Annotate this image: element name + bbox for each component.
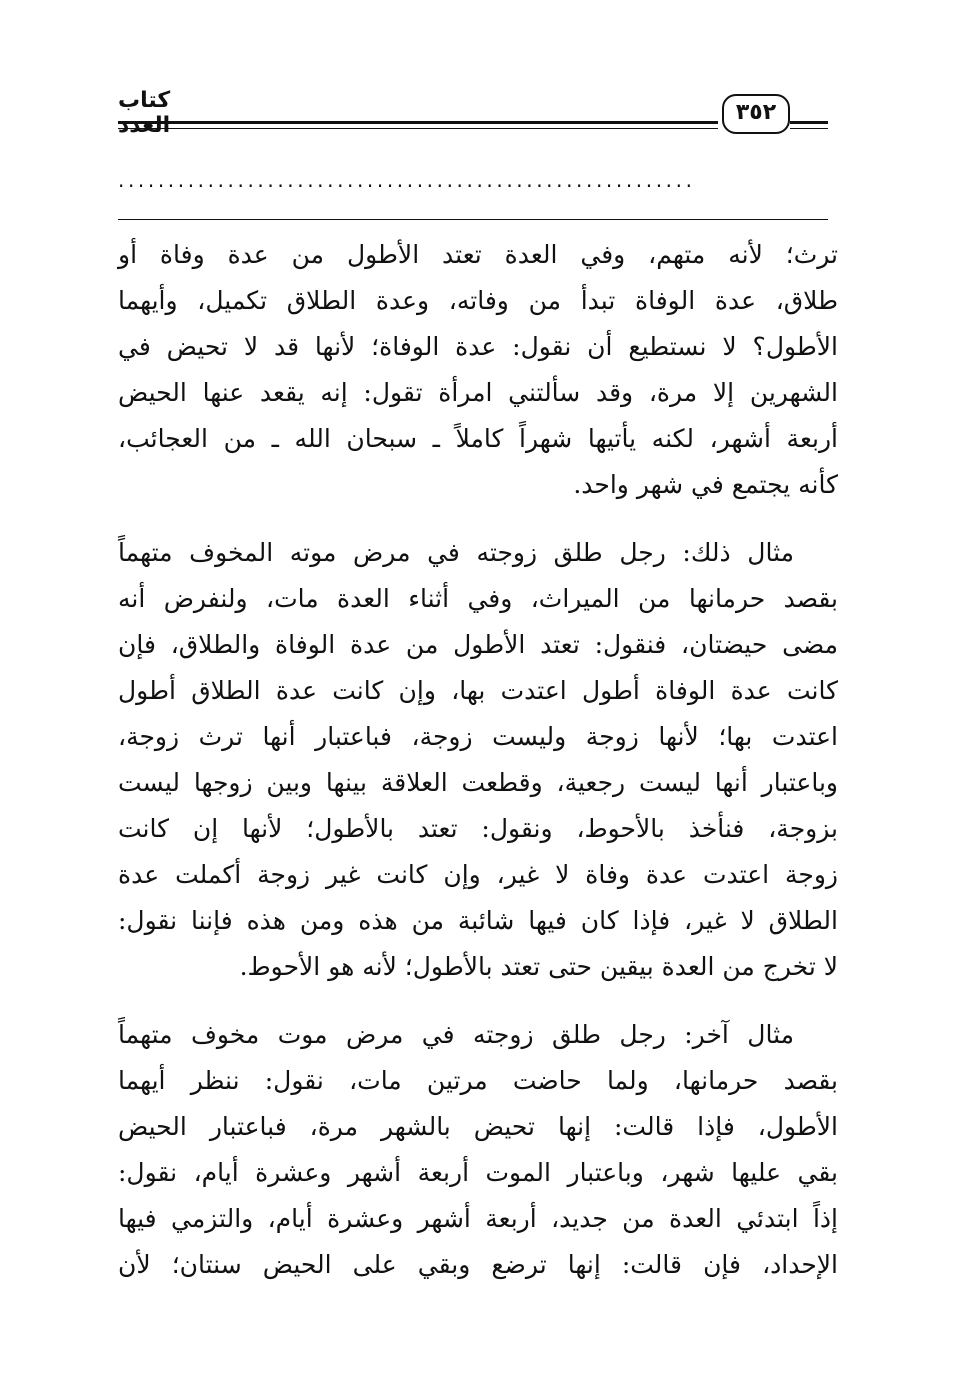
header-rule-thick-right	[790, 121, 828, 124]
text-line: إذاً ابتدئي العدة من جديد، أربعة أشهر وعشرة أيام، والتزمي فيها	[118, 1204, 838, 1233]
paragraph-3	[118, 1012, 838, 1288]
page-header	[118, 88, 828, 138]
text-line: بقي عليها شهر، وباعتبار الموت أربعة أشهر وعشرة أيام، نقول:	[118, 1158, 838, 1187]
page-number: ٣٥٢	[722, 94, 790, 134]
paragraph-2	[118, 530, 838, 990]
text-line: الطلاق لا غير، فإذا كان فيها شائبة من هذه ومن هذه فإننا نقول:	[118, 906, 838, 935]
text-line: لا تخرج من العدة بيقين حتى تعتد بالأطول؛ لأنه هو الأحوط.	[239, 952, 838, 981]
text-line: بقصد حرمانها، ولما حاضت مرتين مات، نقول: ننظر أيهما	[118, 1066, 838, 1095]
dotted-separator: ..........................................................	[118, 168, 696, 192]
text-line: أربعة أشهر، لكنه يأتيها شهراً كاملاً ـ سبحان الله ـ من العجائب،	[118, 424, 838, 453]
text-line: زوجة اعتدت عدة وفاة لا غير، وإن كانت غير زوجة أكملت عدة	[118, 860, 838, 889]
text-line: الشهرين إلا مرة، وقد سألتني امرأة تقول: إنه يقعد عنها الحيض	[118, 378, 838, 407]
text-line: اعتدت بها؛ لأنها زوجة وليست زوجة، فباعتبار أنها ترث زوجة،	[118, 722, 838, 751]
book-title: كتاب العدد	[118, 88, 171, 138]
text-line: مثال آخر: رجل طلق زوجته في مرض موت مخوف متهماً	[118, 1020, 794, 1049]
text-line: كانت عدة الوفاة أطول اعتدت بها، وإن كانت عدة الطلاق أطول	[118, 676, 838, 705]
text-line: الأطول؟ لا نستطيع أن نقول: عدة الوفاة؛ لأنها قد لا تحيض في	[118, 332, 838, 361]
header-rule-thin-right	[790, 128, 828, 129]
text-line: بقصد حرمانها من الميراث، وفي أثناء العدة مات، ولنفرض أنه	[118, 584, 838, 613]
body-text	[118, 232, 838, 1288]
text-line: طلاق، عدة الوفاة تبدأ من وفاته، وعدة الطلاق تكميل، وأيهما	[118, 286, 838, 315]
text-line: كأنه يجتمع في شهر واحد.	[573, 470, 838, 499]
text-line: الإحداد، فإن قالت: إنها ترضع وبقي على الحيض سنتان؛ لأن	[118, 1250, 838, 1279]
text-line: ترث؛ لأنه متهم، وفي العدة تعتد الأطول من عدة وفاة أو	[118, 240, 838, 269]
text-line: الأطول، فإذا قالت: إنها تحيض بالشهر مرة، فباعتبار الحيض	[118, 1112, 838, 1141]
text-line: بزوجة، فنأخذ بالأحوط، ونقول: تعتد بالأطول؛ لأنها إن كانت	[118, 814, 838, 843]
paragraph-1	[118, 232, 838, 508]
text-line: وباعتبار أنها ليست رجعية، وقطعت العلاقة بينها وبين زوجها ليست	[118, 768, 838, 797]
text-line: مثال ذلك: رجل طلق زوجته في مرض موته المخوف متهماً	[118, 538, 794, 567]
text-line: مضى حيضتان، فنقول: تعتد الأطول من عدة الوفاة والطلاق، فإن	[118, 630, 838, 659]
header-divider	[118, 219, 828, 220]
